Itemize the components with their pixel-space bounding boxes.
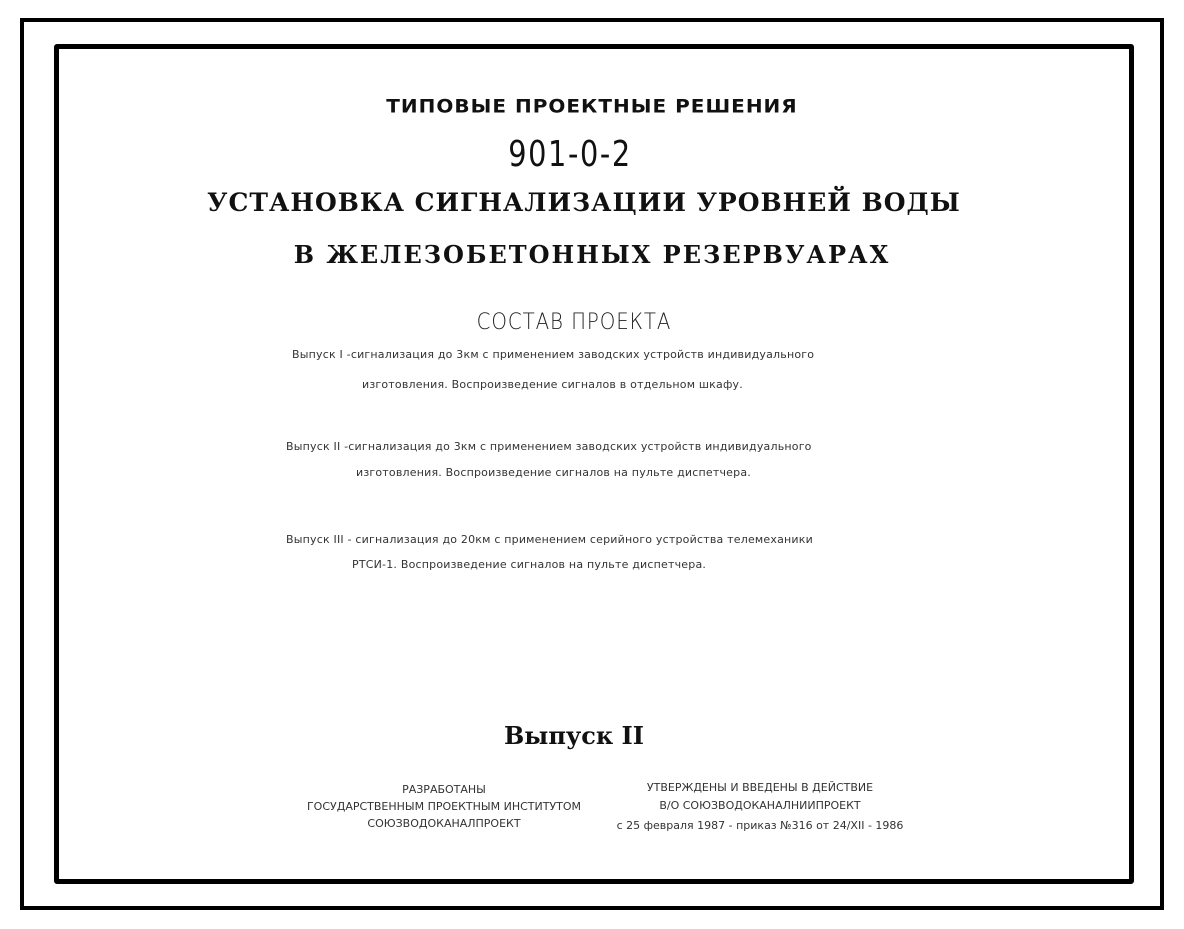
issue-2-line-2: изготовления. Воспроизведение сигналов на пульте диспетчера. <box>356 466 751 479</box>
issue-3-line-1: Выпуск III - сигнализация до 20км с применением серийного устройства телемеханики <box>286 533 813 546</box>
developer-line-3: СОЮЗВОДОКАНАЛПРОЕКТ <box>367 817 521 830</box>
project-title-line-2: В ЖЕЛЕЗОБЕТОННЫХ РЕЗЕРВУАРАХ <box>293 240 891 269</box>
developer-line-2: ГОСУДАРСТВЕННЫМ ПРОЕКТНЫМ ИНСТИТУТОМ <box>306 800 582 813</box>
approval-line-1: УТВЕРЖДЕНЫ И ВВЕДЕНЫ В ДЕЙСТВИЕ <box>646 781 874 794</box>
approval-line-3: с 25 февраля 1987 - приказ №316 от 24/XII - 1986 <box>616 819 904 832</box>
developer-line-1: РАЗРАБОТАНЫ <box>402 783 486 796</box>
series-heading: ТИПОВЫЕ ПРОЕКТНЫЕ РЕШЕНИЯ <box>386 94 798 118</box>
issue-3-line-2: РТСИ-1. Воспроизведение сигналов на пульте диспетчера. <box>352 558 707 571</box>
contents-heading: СОСТАВ ПРОЕКТА <box>476 310 672 335</box>
issue-2-line-1: Выпуск II -сигнализация до 3км с применением заводских устройств индивидуального <box>286 440 812 453</box>
current-issue-label: Выпуск II <box>503 721 645 750</box>
project-title-line-1: УСТАНОВКА СИГНАЛИЗАЦИИ УРОВНЕЙ ВОДЫ <box>207 188 961 217</box>
issue-1-line-2: изготовления. Воспроизведение сигналов в отдельном шкафу. <box>362 378 743 391</box>
project-code: 901-0-2 <box>508 134 632 175</box>
approval-line-2: В/О СОЮЗВОДОКАНАЛНИИПРОЕКТ <box>659 799 861 812</box>
issue-1-line-1: Выпуск I -сигнализация до 3км с применением заводских устройств индивидуального <box>292 348 815 361</box>
